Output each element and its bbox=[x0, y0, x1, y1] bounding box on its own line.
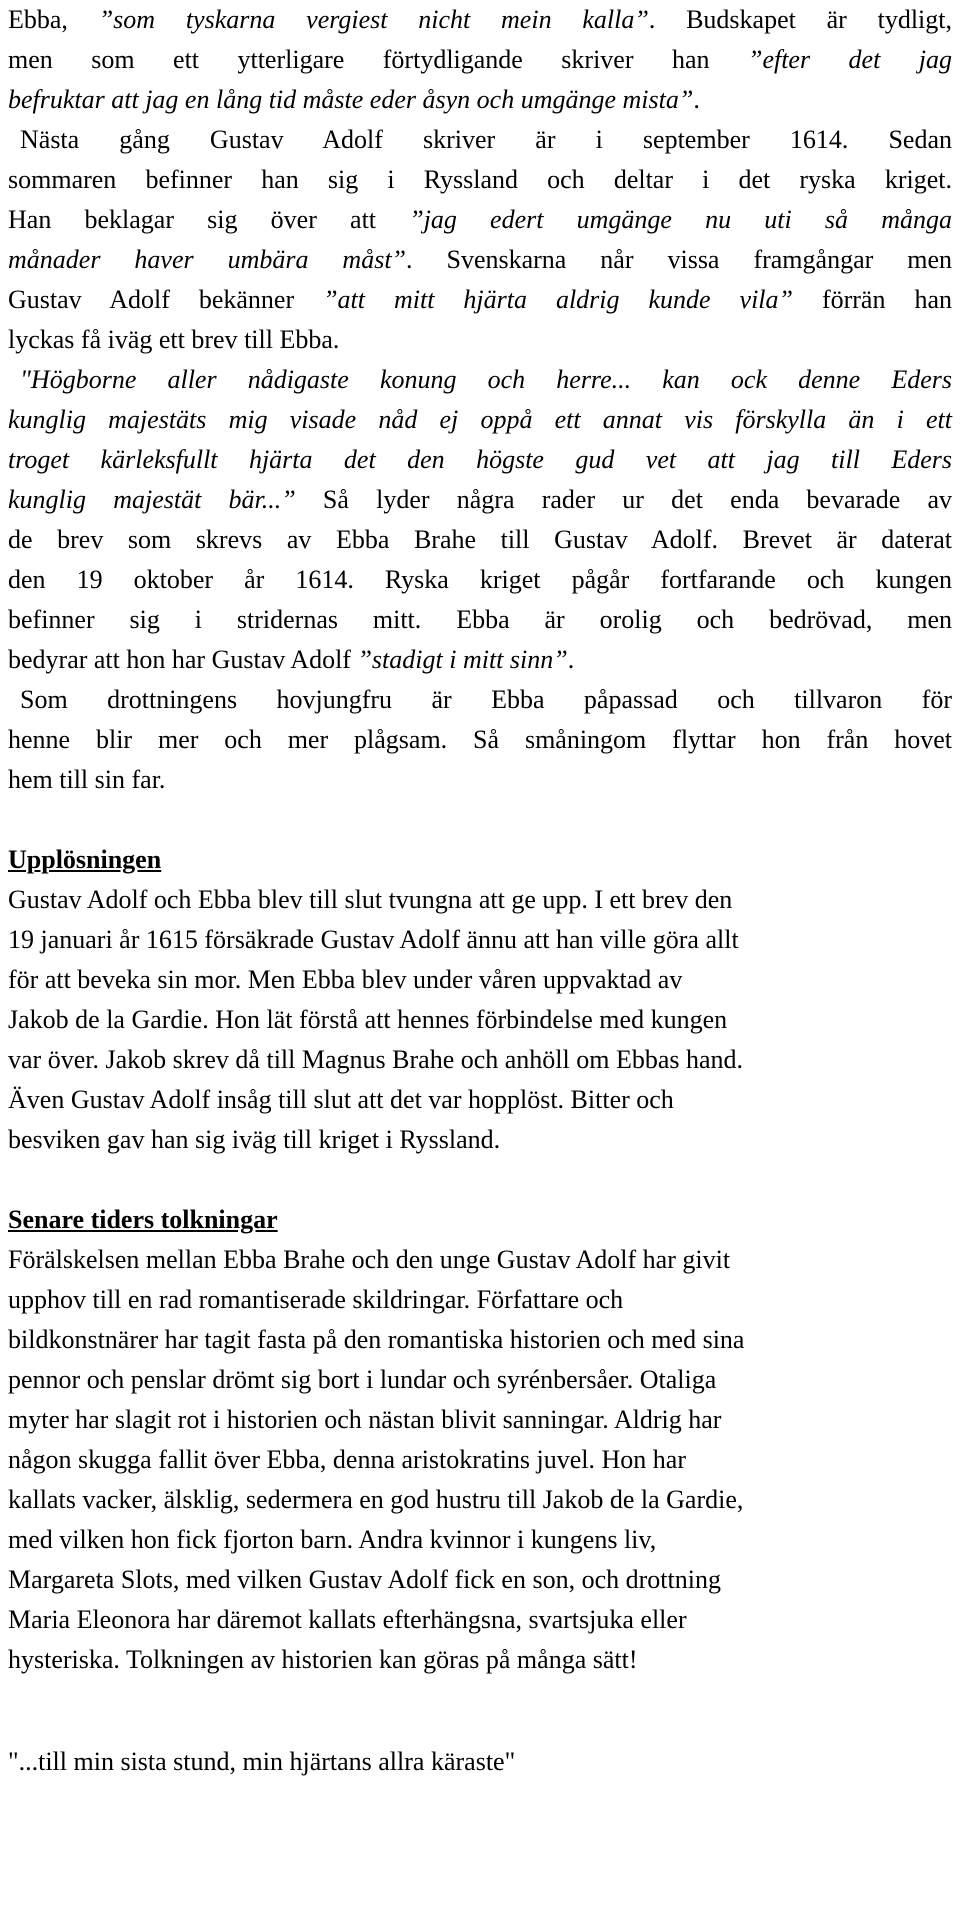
text-line: hem till sin far. bbox=[8, 765, 166, 794]
section-heading: Senare tiders tolkningar bbox=[8, 1205, 278, 1234]
text-line: kunglig majestät bär...” Så lyder några rader ur det enda bevarade av bbox=[8, 485, 953, 514]
text-line: någon skugga fallit över Ebba, denna aristokratins juvel. Hon har bbox=[8, 1445, 686, 1474]
text-line: hysteriska. Tolkningen av historien kan göras på många sätt! bbox=[8, 1645, 638, 1674]
text-line: upphov till en rad romantiserade skildringar. Författare och bbox=[8, 1285, 624, 1314]
text-line: för att beveka sin mor. Men Ebba blev under våren uppvaktad av bbox=[8, 965, 683, 994]
text-line: Som drottningens hovjungfru är Ebba påpassad och tillvaron för bbox=[20, 685, 952, 714]
text-line: Ebba, ”som tyskarna vergiest nicht mein kalla”. Budskapet är tydligt, bbox=[8, 5, 953, 34]
text-line: Margareta Slots, med vilken Gustav Adolf fick en son, och drottning bbox=[8, 1565, 721, 1594]
text-line: var över. Jakob skrev då till Magnus Brahe och anhöll om Ebbas hand. bbox=[8, 1045, 744, 1074]
closing-quote: "...till min sista stund, min hjärtans allra käraste" bbox=[8, 1747, 516, 1776]
quote-line: kunglig majestäts mig visade nåd ej oppå ett annat vis förskylla än i ett bbox=[8, 405, 952, 434]
text-line: men som ett ytterligare förtydligande skriver han ”efter det jag bbox=[8, 45, 953, 74]
text-line: befinner sig i stridernas mitt. Ebba är orolig och bedrövad, men bbox=[8, 605, 952, 634]
text-line: henne blir mer och mer plågsam. Så småningom flyttar hon från hovet bbox=[8, 725, 952, 754]
text-line: bildkonstnärer har tagit fasta på den romantiska historien och med sina bbox=[8, 1325, 745, 1354]
text-line: kallats vacker, älsklig, sedermera en god hustru till Jakob de la Gardie, bbox=[8, 1485, 744, 1514]
text-line: Gustav Adolf bekänner ”att mitt hjärta aldrig kunde vila” förrän han bbox=[8, 285, 952, 314]
text-line: 19 januari år 1615 försäkrade Gustav Adolf ännu att han ville göra allt bbox=[8, 925, 739, 954]
text-line: myter har slagit rot i historien och nästan blivit sanningar. Aldrig har bbox=[8, 1405, 722, 1434]
section-heading: Upplösningen bbox=[8, 845, 162, 874]
quote-line: troget kärleksfullt hjärta det den högste gud vet att jag till Eders bbox=[8, 445, 952, 474]
text-line: Förälskelsen mellan Ebba Brahe och den unge Gustav Adolf har givit bbox=[8, 1245, 731, 1274]
text-line: månader haver umbära måst”. Svenskarna når vissa framgångar men bbox=[8, 245, 952, 274]
text-line: besviken gav han sig iväg till kriget i Ryssland. bbox=[8, 1125, 501, 1154]
text-line: Gustav Adolf och Ebba blev till slut tvungna att ge upp. I ett brev den bbox=[8, 885, 733, 914]
text-line: lyckas få iväg ett brev till Ebba. bbox=[8, 325, 340, 354]
text-line: Maria Eleonora har däremot kallats efterhängsna, svartsjuka eller bbox=[8, 1605, 687, 1634]
text-line: pennor och penslar drömt sig bort i lundar och syrénbersåer. Otaliga bbox=[8, 1365, 717, 1394]
text-line: den 19 oktober år 1614. Ryska kriget pågår fortfarande och kungen bbox=[8, 565, 952, 594]
text-line: Jakob de la Gardie. Hon lät förstå att hennes förbindelse med kungen bbox=[8, 1005, 728, 1034]
text-line: bedyrar att hon har Gustav Adolf ”stadigt i mitt sinn”. bbox=[8, 645, 575, 674]
text-line: de brev som skrevs av Ebba Brahe till Gustav Adolf. Brevet är daterat bbox=[8, 525, 952, 554]
text-line: befruktar att jag en lång tid måste eder åsyn och umgänge mista”. bbox=[8, 85, 700, 114]
text-line: sommaren befinner han sig i Ryssland och deltar i det ryska kriget. bbox=[8, 165, 952, 194]
text-line: med vilken hon fick fjorton barn. Andra kvinnor i kungens liv, bbox=[8, 1525, 657, 1554]
quote-line: "Högborne aller nådigaste konung och herre... kan ock denne Eders bbox=[20, 365, 952, 394]
text-line: Han beklagar sig över att ”jag edert umgänge nu uti så många bbox=[8, 205, 952, 234]
text-line: Nästa gång Gustav Adolf skriver är i september 1614. Sedan bbox=[20, 125, 952, 154]
text-line: Även Gustav Adolf insåg till slut att det var hopplöst. Bitter och bbox=[8, 1085, 674, 1114]
